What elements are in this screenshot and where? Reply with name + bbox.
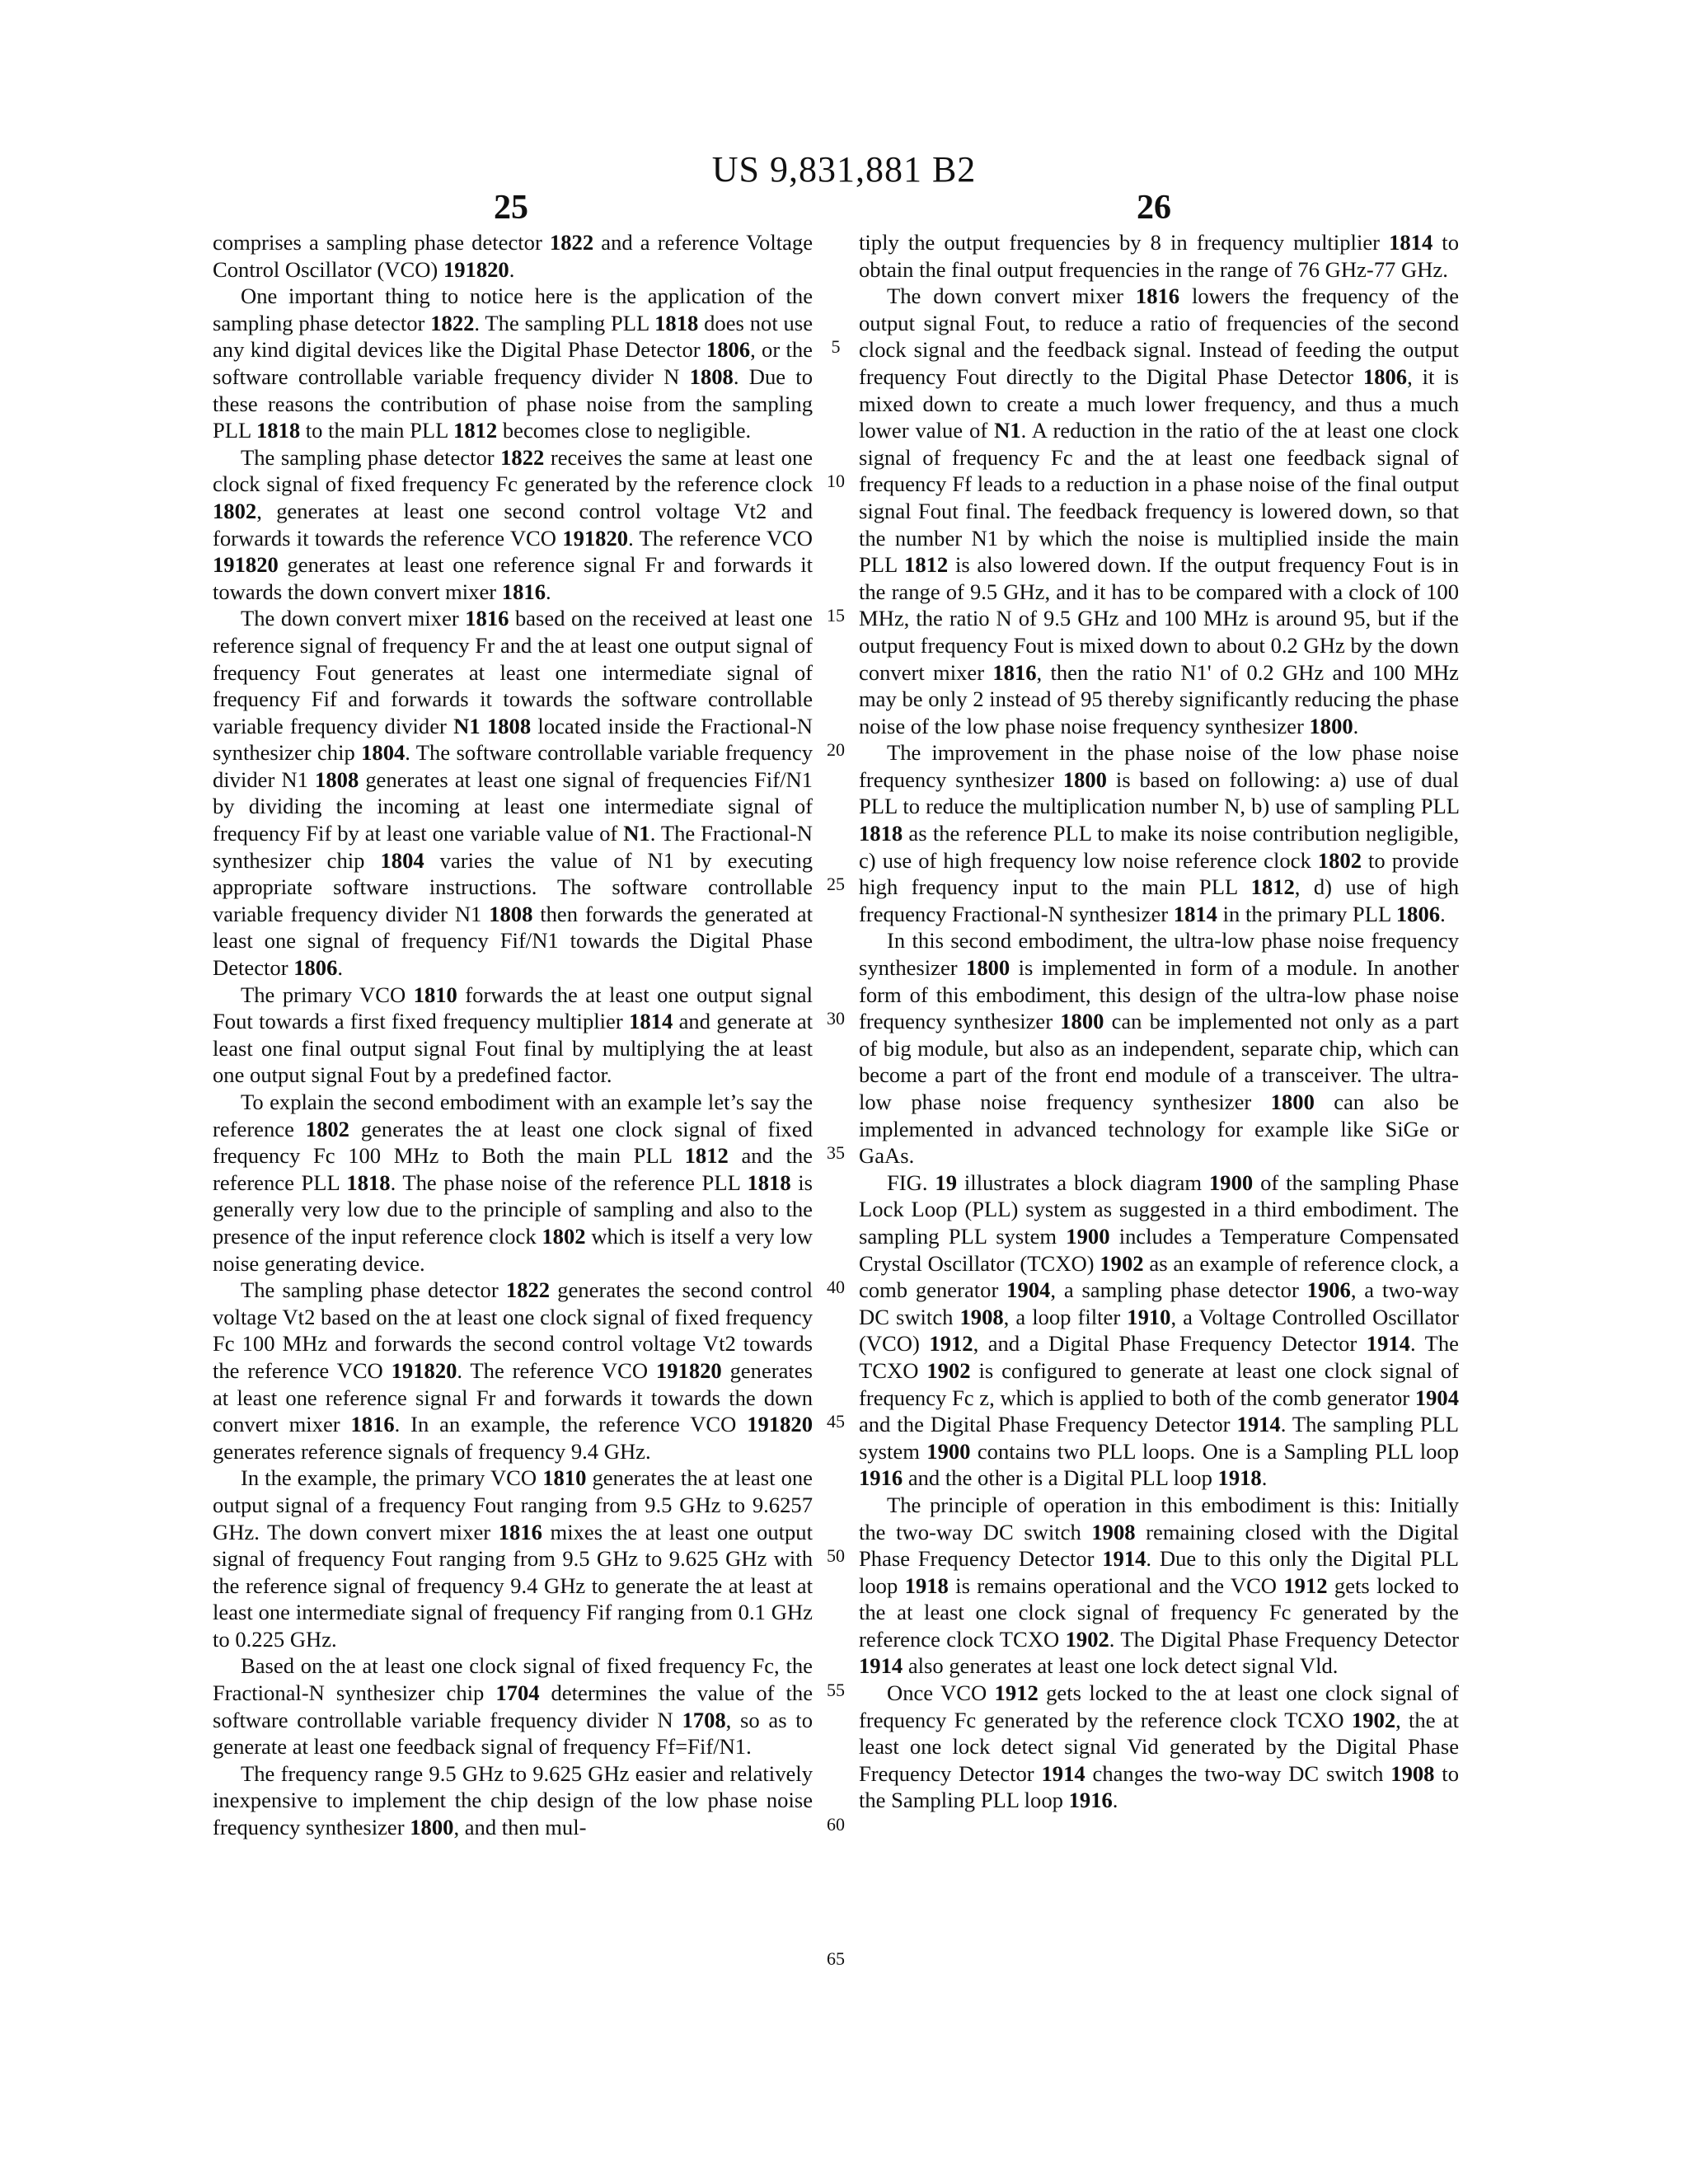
paragraph: To explain the second embodiment with an example let’s say the reference 1802 generates the at least one clock signal of fixed frequency Fc 100 MHz to Both the main PLL 1812 and the reference PLL 1818. The phase noise of the reference PLL 1818 is generally very low due to the principle of sampling and also to the presence of the input reference clock 1802 which is itself a very low noise generating device. [213, 1090, 813, 1276]
paragraph: tiply the output frequencies by 8 in frequency multiplier 1814 to obtain the final output frequencies in the range of 76 GHz-77 GHz. [859, 230, 1459, 282]
right-column [859, 229, 1459, 1814]
line-number: 55 [827, 1680, 845, 1701]
paragraph: comprises a sampling phase detector 1822 and a reference Voltage Control Oscillator (VCO) 191820. [213, 230, 813, 282]
line-number: 45 [827, 1411, 845, 1432]
line-number: 10 [827, 471, 845, 492]
line-number: 20 [827, 739, 845, 761]
left-column [213, 229, 813, 1841]
line-number: 50 [827, 1545, 845, 1567]
paragraph: In the example, the primary VCO 1810 generates the at least one output signal of a frequency Fout ranging from 9.5 GHz to 9.6257 GHz. The down convert mixer 1816 mixes the at least one output signal of frequency Fout ranging from 9.5 GHz to 9.625 GHz with the reference signal of frequency 9.4 GHz to generate the at least at least one intermediate signal of frequency Fif ranging from 0.1 GHz to 0.225 GHz. [213, 1465, 813, 1652]
line-number: 30 [827, 1008, 845, 1029]
paragraph: Once VCO 1912 gets locked to the at least one clock signal of frequency Fc generated by the reference clock TCXO 1902, the at least one lock detect signal Vid generated by the Digital Phase Frequency Detector 1914 changes the two-way DC switch 1908 to the Sampling PLL loop 1916. [859, 1680, 1459, 1813]
paragraph: The sampling phase detector 1822 generates the second control voltage Vt2 based on the at least one clock signal of fixed frequency Fc 100 MHz and forwards the second control voltage Vt2 towards the reference VCO 191820. The reference VCO 191820 generates at least one reference signal Fr and forwards it towards the down convert mixer 1816. In an example, the reference VCO 191820 generates reference signals of frequency 9.4 GHz. [213, 1277, 813, 1464]
paragraph: The principle of operation in this embodiment is this: Initially the two-way DC switch 1908 remaining closed with the Digital Phase Frequency Detector 1914. Due to this only the Digital PLL loop 1918 is remains operational and the VCO 1912 gets locked to the at least one clock signal of frequency Fc generated by the reference clock TCXO 1902. The Digital Phase Frequency Detector 1914 also generates at least one lock detect signal Vld. [859, 1492, 1459, 1679]
page-number-left: 25 [494, 189, 528, 227]
paragraph: Based on the at least one clock signal of fixed frequency Fc, the Fractional-N synthesizer chip 1704 determines the value of the software controllable variable frequency divider N 1708, so as to generate at least one feedback signal of frequency Ff=Fif/N1. [213, 1653, 813, 1760]
paragraph: One important thing to notice here is the application of the sampling phase detector 1822. The sampling PLL 1818 does not use any kind digital devices like the Digital Phase Detector 1806, or the software controllable variable frequency divider N 1808. Due to these reasons the contribution of phase noise from the sampling PLL 1818 to the main PLL 1812 becomes close to negligible. [213, 284, 814, 443]
paragraph: FIG. 19 illustrates a block diagram 1900 of the sampling Phase Lock Loop (PLL) system as suggested in a third embodiment. The sampling PLL system 1900 includes a Temperature Compensated Crystal Oscillator (TCXO) 1902 as an example of reference clock, a comb generator 1904, a sampling phase detector 1906, a two-way DC switch 1908, a loop filter 1910, a Voltage Controlled Oscillator (VCO) 1912, and a Digital Phase Frequency Detector 1914. The TCXO 1902 is configured to generate at least one clock signal of frequency Fc z, which is applied to both of the comb generator 1904 and the Digital Phase Frequency Detector 1914. The sampling PLL system 1900 contains two PLL loops. One is a Sampling PLL loop 1916 and the other is a Digital PLL loop 1918. [859, 1169, 1459, 1491]
line-number: 65 [827, 1948, 845, 1970]
paragraph: The down convert mixer 1816 lowers the frequency of the output signal Fout, to reduce a ratio of frequencies of the second clock signal and the feedback signal. Instead of feeding the output frequency Fout directly to the Digital Phase Detector 1806, it is mixed down to create a much lower frequency, and thus a much lower value of N1. A reduction in the ratio of the at least one clock signal of frequency Fc and the at least one feedback signal of frequency Ff leads to a reduction in a phase noise of the final output signal Fout final. The feedback frequency is lowered down, so that the number N1 by which the noise is multiplied inside the main PLL 1812 is also lowered down. If the output frequency Fout is in the range of 9.5 GHz, and it has to be compared with a clock of 100 MHz, the ratio N of 9.5 GHz and 100 MHz is around 95, but if the output frequency Fout is mixed down to about 0.2 GHz by the down convert mixer 1816, then the ratio N1' of 0.2 GHz and 100 MHz may be only 2 instead of 95 thereby significantly reducing the phase noise of the low phase noise frequency synthesizer 1800. [859, 284, 1459, 738]
paragraph: The frequency range 9.5 GHz to 9.625 GHz easier and relatively inexpensive to implement the chip design of the low phase noise frequency synthesizer 1800, and then mul- [213, 1760, 813, 1840]
line-number: 5 [831, 336, 841, 358]
line-number: 35 [827, 1142, 845, 1164]
paragraph: The down convert mixer 1816 based on the received at least one reference signal of frequency Fr and the at least one output signal of frequency Fout generates at least one intermediate signal of frequency Fif and forwards it towards the software controllable variable frequency divider N1 1808 located inside the Fractional-N synthesizer chip 1804. The software controllable variable frequency divider N1 1808 generates at least one signal of frequencies Fif/N1 by dividing the incoming at least one intermediate signal of frequency Fif by at least one variable value of N1. The Fractional-N synthesizer chip 1804 varies the value of N1 by executing appropriate software instructions. The software controllable variable frequency divider N1 1808 then forwards the generated at least one signal of frequency Fif/N1 towards the Digital Phase Detector 1806. [213, 606, 814, 981]
line-number: 25 [827, 874, 845, 895]
line-number: 60 [827, 1814, 845, 1835]
paragraph: The sampling phase detector 1822 receives the same at least one clock signal of fixed frequency Fc generated by the reference clock 1802, generates at least one second control voltage Vt2 and forwards it towards the reference VCO 191820. The reference VCO 191820 generates at least one reference signal Fr and forwards it towards the down convert mixer 1816. [213, 444, 813, 604]
paragraph: The improvement in the phase noise of the low phase noise frequency synthesizer 1800 is based on following: a) use of dual PLL to reduce the multiplication number N, b) use of sampling PLL 1818 as the reference PLL to make its noise contribution negligible, c) use of high frequency low noise reference clock 1802 to provide high frequency input to the main PLL 1812, d) use of high frequency Fractional-N synthesizer 1814 in the primary PLL 1806. [859, 740, 1460, 926]
page-number-right: 26 [1137, 189, 1171, 227]
paragraph: The primary VCO 1810 forwards the at least one output signal Fout towards a first fixed frequency multiplier 1814 and generate at least one final output signal Fout final by multiplying the at least one output signal Fout by a predefined factor. [213, 982, 814, 1088]
line-number: 40 [827, 1277, 845, 1298]
paragraph: In this second embodiment, the ultra-low phase noise frequency synthesizer 1800 is implemented in form of a module. In another form of this embodiment, this design of the ultra-low phase noise frequency synthesizer 1800 can be implemented not only as a part of big module, but also as an independent, separate chip, which can become a part of the front end module of a transceiver. The ultra-low phase noise frequency synthesizer 1800 can also be implemented in advanced technology for example like SiGe or GaAs. [859, 928, 1459, 1169]
patent-number: US 9,831,881 B2 [711, 149, 977, 190]
line-number: 15 [827, 605, 845, 626]
